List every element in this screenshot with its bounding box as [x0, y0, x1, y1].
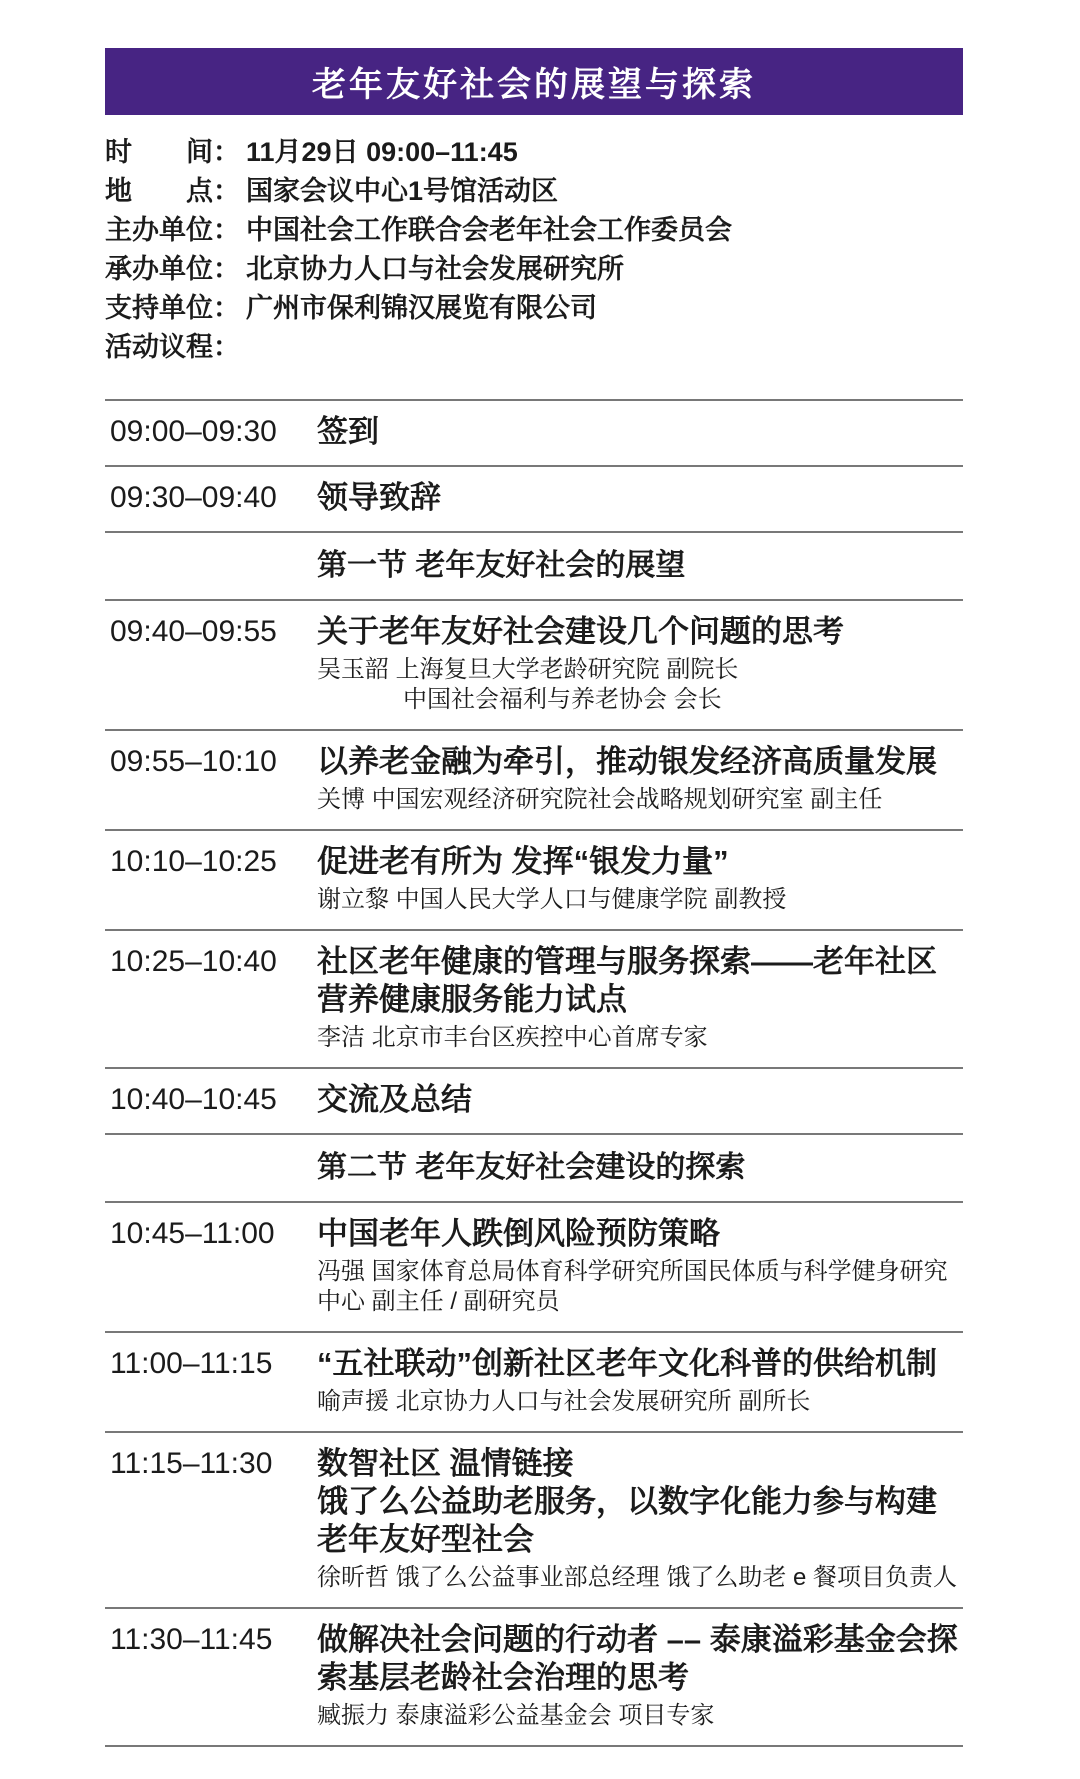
- agenda-table: [105, 399, 963, 1747]
- section-title: 第二节 老年友好社会建设的探索: [317, 1151, 746, 1184]
- agenda-row: [105, 1201, 963, 1331]
- time-slot: 09:00–09:30: [110, 415, 277, 448]
- meta-value: [240, 328, 246, 367]
- session-content: [317, 479, 963, 517]
- time-slot: 10:45–11:00: [110, 1217, 275, 1250]
- session-title: 以养老金融为牵引，推动银发经济高质量发展: [317, 744, 937, 779]
- session-title: 领导致辞: [317, 480, 441, 515]
- session-title: 数智社区 温情链接: [317, 1446, 574, 1481]
- meta-label: 地 点：: [105, 176, 240, 206]
- session-content: [317, 413, 963, 451]
- session-content: [317, 1215, 963, 1317]
- session-content: [317, 1081, 963, 1119]
- agenda-section-header: [105, 1133, 963, 1201]
- session-content: [317, 943, 963, 1053]
- speaker-line: 喻声援 北京协力人口与社会发展研究所 副所长: [317, 1388, 811, 1415]
- agenda-row: [105, 929, 963, 1067]
- speaker-line: 吴玉韶 上海复旦大学老龄研究院 副院长: [317, 656, 739, 683]
- session-content: [317, 613, 963, 715]
- time-slot: 09:55–10:10: [110, 745, 277, 778]
- meta-row-agenda-heading: [105, 328, 963, 367]
- meta-row-host: [105, 211, 963, 250]
- meta-label: 承办单位：: [105, 254, 240, 284]
- session-title: 社区老年健康的管理与服务探索——老年社区营养健康服务能力试点: [317, 944, 937, 1017]
- meta-info: [105, 133, 963, 367]
- session-content: [317, 843, 963, 915]
- meta-row-supporter: [105, 289, 963, 328]
- session-title: 签到: [317, 414, 379, 449]
- speaker-line: 李洁 北京市丰台区疾控中心首席专家: [317, 1024, 708, 1051]
- session-subtitle: 饿了么公益助老服务，以数字化能力参与构建老年友好型社会: [317, 1484, 937, 1557]
- time-slot: 10:10–10:25: [110, 845, 277, 878]
- agenda-row: [105, 1067, 963, 1133]
- agenda-row: [105, 1431, 963, 1607]
- session-title: 交流及总结: [317, 1082, 472, 1117]
- meta-row-time: [105, 133, 963, 172]
- session-title: 关于老年友好社会建设几个问题的思考: [317, 614, 844, 649]
- meta-value: 北京协力人口与社会发展研究所: [246, 254, 624, 284]
- time-slot: 09:30–09:40: [110, 481, 277, 514]
- speaker-line: 冯强 国家体育总局体育科学研究所国民体质与科学健身研究中心 副主任 / 副研究员: [317, 1258, 948, 1315]
- meta-value: 11月29日 09:00–11:45: [246, 137, 518, 167]
- speaker-line: 关博 中国宏观经济研究院社会战略规划研究室 副主任: [317, 786, 883, 813]
- session-title: “五社联动”创新社区老年文化科普的供给机制: [317, 1346, 937, 1381]
- time-slot: 09:40–09:55: [110, 615, 277, 648]
- meta-row-location: [105, 172, 963, 211]
- agenda-row: [105, 1331, 963, 1431]
- session-content: [317, 1621, 963, 1731]
- agenda-row: [105, 829, 963, 929]
- speaker-line: 徐昕哲 饿了么公益事业部总经理 饿了么助老 e 餐项目负责人: [317, 1564, 958, 1591]
- meta-label: 支持单位：: [105, 293, 240, 323]
- speaker-line: 中国社会福利与养老协会 会长: [403, 686, 722, 713]
- time-slot: 11:00–11:15: [110, 1347, 273, 1380]
- time-slot: 10:40–10:45: [110, 1083, 277, 1116]
- agenda-row: [105, 1607, 963, 1745]
- agenda-section-header: [105, 531, 963, 599]
- session-title: 做解决社会问题的行动者 –– 泰康溢彩基金会探索基层老龄社会治理的思考: [317, 1622, 958, 1695]
- session-title: 中国老年人跌倒风险预防策略: [317, 1216, 720, 1251]
- banner: [105, 48, 963, 115]
- meta-value: 中国社会工作联合会老年社会工作委员会: [246, 215, 732, 245]
- speaker-line: 谢立黎 中国人民大学人口与健康学院 副教授: [317, 886, 787, 913]
- meta-label: 活动议程：: [105, 332, 240, 362]
- speaker-line: 臧振力 泰康溢彩公益基金会 项目专家: [317, 1702, 715, 1729]
- session-title: 促进老有所为 发挥“银发力量”: [317, 844, 729, 879]
- meta-row-organizer: [105, 250, 963, 289]
- agenda-row: [105, 599, 963, 729]
- time-slot: 11:15–11:30: [110, 1447, 273, 1480]
- meta-label: 时 间：: [105, 137, 240, 167]
- meta-value: 广州市保利锦汉展览有限公司: [246, 293, 597, 323]
- agenda-row: [105, 729, 963, 829]
- agenda-row: [105, 465, 963, 531]
- session-content: [317, 743, 963, 815]
- time-slot: 10:25–10:40: [110, 945, 277, 978]
- agenda-row: [105, 399, 963, 465]
- session-content: [317, 1345, 963, 1417]
- page-title: 老年友好社会的展望与探索: [312, 66, 756, 104]
- meta-value: 国家会议中心1号馆活动区: [246, 176, 559, 206]
- section-title: 第一节 老年友好社会的展望: [317, 549, 686, 582]
- meta-label: 主办单位：: [105, 215, 240, 245]
- session-content: [317, 1445, 963, 1593]
- time-slot: 11:30–11:45: [110, 1623, 273, 1656]
